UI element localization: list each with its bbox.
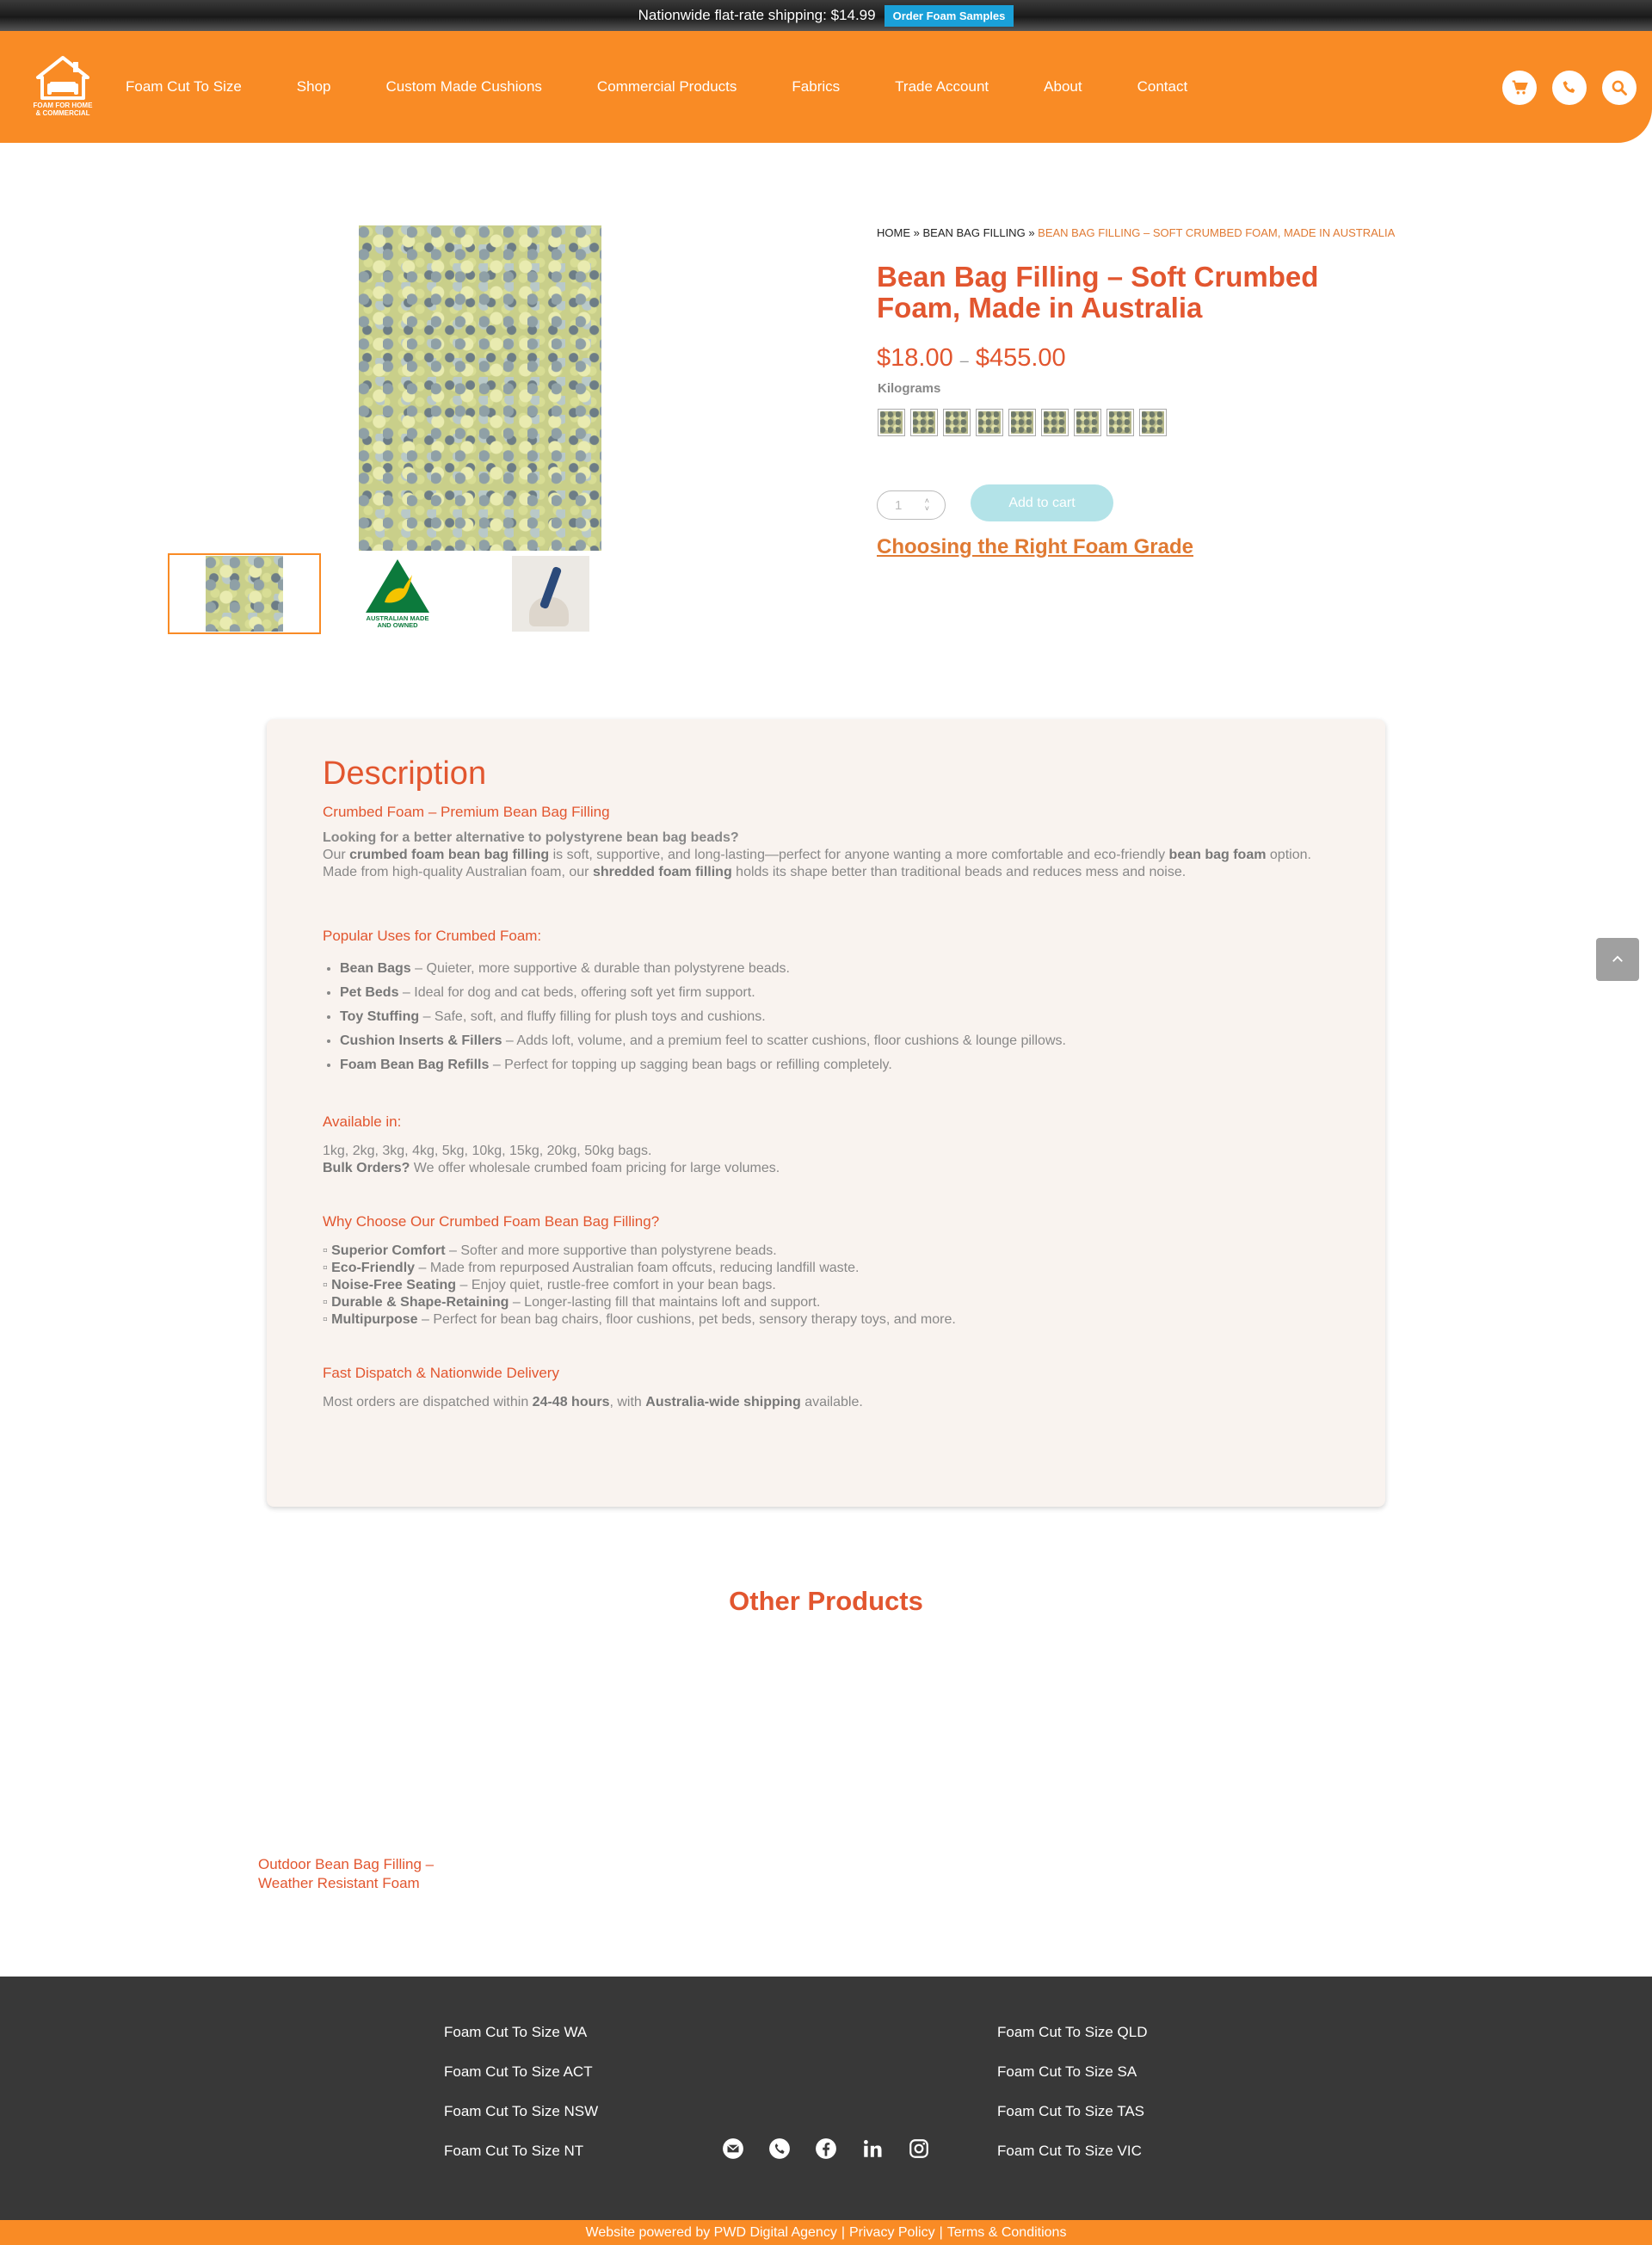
phone-icon[interactable]	[767, 2137, 792, 2161]
breadcrumb-current: BEAN BAG FILLING – SOFT CRUMBED FOAM, MADE IN AUSTRALIA	[1038, 226, 1396, 239]
price-low: $18.00	[877, 344, 953, 372]
nav-about[interactable]: About	[1044, 78, 1082, 95]
weight-swatch[interactable]	[1041, 409, 1069, 436]
weight-swatch[interactable]	[1139, 409, 1167, 436]
promo-bar	[0, 0, 1652, 31]
uses-heading: Popular Uses for Crumbed Foam:	[323, 928, 542, 944]
badge-text-line2: AND OWNED	[377, 621, 418, 629]
agency-credit-link[interactable]: Website powered by PWD Digital Agency	[585, 2224, 837, 2240]
dispatch-text: Most orders are dispatched within 24-48 hours, with Australia-wide shipping available.	[323, 1395, 863, 1409]
footer-link[interactable]: Foam Cut To Size NSW	[444, 2103, 599, 2119]
thumbnail-bean-bag[interactable]	[474, 553, 627, 634]
logo-text: FOAM FOR HOME	[33, 102, 93, 109]
weight-swatch[interactable]	[1106, 409, 1134, 436]
site-logo[interactable]	[26, 55, 100, 120]
header-actions	[1502, 71, 1637, 105]
weight-swatch[interactable]	[1008, 409, 1036, 436]
footer-link[interactable]: Foam Cut To Size ACT	[444, 2063, 593, 2080]
list-item: ▫ Multipurpose – Perfect for bean bag chairs, floor cushions, pet beds, sensory therapy toys, and more.	[323, 1312, 956, 1327]
description-lead: Looking for a better alternative to polystyrene bean bag beads?	[323, 830, 739, 845]
price-range: $18.00 – $455.00	[877, 344, 1066, 372]
list-item: • Bean Bags – Quieter, more supportive & durable than polystyrene beads.	[340, 957, 1328, 981]
breadcrumb-home[interactable]: HOME	[877, 226, 910, 239]
email-icon[interactable]	[721, 2137, 745, 2161]
footer-link[interactable]: Foam Cut To Size VIC	[997, 2143, 1142, 2159]
breadcrumb: HOME » BEAN BAG FILLING » BEAN BAG FILLING – SOFT CRUMBED FOAM, MADE IN AUSTRALIA	[877, 226, 1396, 239]
weight-swatch[interactable]	[910, 409, 938, 436]
nav-shop[interactable]: Shop	[296, 78, 331, 95]
quantity-stepper[interactable]	[877, 490, 946, 520]
badge-text-line1: AUSTRALIAN MADE	[366, 614, 429, 622]
order-samples-button[interactable]: Order Foam Samples	[885, 5, 1014, 27]
breadcrumb-category[interactable]: BEAN BAG FILLING	[922, 226, 1026, 239]
description-subheading: Crumbed Foam – Premium Bean Bag Filling	[323, 804, 610, 820]
list-item: ▫ Superior Comfort – Softer and more supportive than polystyrene beads.	[323, 1243, 777, 1258]
nav-custom-made-cushions[interactable]: Custom Made Cushions	[385, 78, 542, 95]
list-item: ▫ Durable & Shape-Retaining – Longer-lasting fill that maintains loft and support.	[323, 1295, 821, 1310]
site-header	[0, 31, 1652, 143]
footer-link[interactable]: Foam Cut To Size NT	[444, 2143, 584, 2159]
weight-swatches	[878, 409, 1167, 436]
logo-subtext: & COMMERCIAL	[35, 109, 90, 117]
nav-foam-cut-to-size[interactable]: Foam Cut To Size	[126, 78, 242, 95]
back-to-top-button[interactable]	[1596, 938, 1639, 981]
list-item: • Pet Beds – Ideal for dog and cat beds, offering soft yet firm support.	[340, 981, 1328, 1005]
bulk-orders: Bulk Orders? We offer wholesale crumbed foam pricing for large volumes.	[323, 1161, 780, 1175]
related-product-link[interactable]: Outdoor Bean Bag Filling – Weather Resistant Foam	[258, 1856, 435, 1891]
footer-link[interactable]: Foam Cut To Size WA	[444, 2024, 588, 2040]
nav-fabrics[interactable]: Fabrics	[792, 78, 841, 95]
nav-contact[interactable]: Contact	[1137, 78, 1188, 95]
list-item: • Cushion Inserts & Fillers – Adds loft, volume, and a premium feel to scatter cushions, floor cushions & lounge pillows.	[340, 1029, 1328, 1053]
foam-grade-link[interactable]: Choosing the Right Foam Grade	[877, 535, 1194, 558]
available-heading: Available in:	[323, 1113, 402, 1130]
australian-made-logo	[359, 556, 436, 632]
other-products-heading: Other Products	[729, 1586, 923, 1616]
why-list	[323, 1243, 1328, 1329]
list-item: • Foam Bean Bag Refills – Perfect for topping up sagging bean bags or refilling completely.	[340, 1053, 1328, 1077]
available-sizes: 1kg, 2kg, 3kg, 4kg, 5kg, 10kg, 15kg, 20kg, 50kg bags.	[323, 1144, 652, 1158]
stepper-arrows-icon[interactable]: ˄ ˅	[924, 496, 929, 513]
variation-label: Kilograms	[878, 381, 941, 396]
price-high: $455.00	[975, 344, 1066, 372]
list-item: ▫ Noise-Free Seating – Enjoy quiet, rustle-free comfort in your bean bags.	[323, 1278, 776, 1292]
thumbnail-australian-made[interactable]	[321, 553, 474, 634]
add-to-cart-button[interactable]: Add to cart	[971, 484, 1113, 521]
instagram-icon[interactable]	[907, 2137, 931, 2161]
terms-link[interactable]: Terms & Conditions	[946, 2224, 1067, 2240]
why-heading: Why Choose Our Crumbed Foam Bean Bag Filling?	[323, 1213, 660, 1230]
nav-commercial-products[interactable]: Commercial Products	[596, 78, 737, 95]
uses-list	[340, 957, 1328, 1077]
dispatch-heading: Fast Dispatch & Nationwide Delivery	[323, 1365, 559, 1381]
crumbed-foam-photo	[359, 225, 601, 551]
product-thumbnails	[168, 553, 598, 634]
cart-icon[interactable]	[1502, 71, 1537, 105]
search-icon[interactable]	[1602, 71, 1637, 105]
footer-link[interactable]: Foam Cut To Size SA	[997, 2063, 1137, 2080]
weight-swatch[interactable]	[943, 409, 971, 436]
weight-swatch[interactable]	[1074, 409, 1101, 436]
footer-links-right	[997, 2025, 1147, 2159]
product-title: Bean Bag Filling – Soft Crumbed Foam, Made in Australia	[877, 261, 1319, 324]
weight-swatch[interactable]	[976, 409, 1003, 436]
social-links	[721, 2137, 931, 2161]
description-panel	[267, 719, 1385, 1507]
list-item: ▫ Eco-Friendly – Made from repurposed Australian foam offcuts, reducing landfill waste.	[323, 1261, 860, 1275]
privacy-policy-link[interactable]: Privacy Policy	[848, 2224, 935, 2240]
facebook-icon[interactable]	[814, 2137, 838, 2161]
phone-icon[interactable]	[1552, 71, 1587, 105]
weight-swatch[interactable]	[878, 409, 905, 436]
footer-links-left	[444, 2025, 598, 2159]
nav-trade-account[interactable]: Trade Account	[895, 78, 989, 95]
footer-bottom-bar: Website powered by PWD Digital Agency | Privacy Policy | Terms & Conditions	[0, 2220, 1652, 2245]
shipping-notice: Nationwide flat-rate shipping: $14.99	[638, 7, 876, 23]
linkedin-icon[interactable]	[860, 2137, 885, 2161]
main-nav	[126, 31, 1242, 143]
footer-link[interactable]: Foam Cut To Size QLD	[997, 2024, 1148, 2040]
site-footer	[0, 1977, 1652, 2220]
thumbnail-foam[interactable]	[168, 553, 321, 634]
list-item: • Toy Stuffing – Safe, soft, and fluffy filling for plush toys and cushions.	[340, 1005, 1328, 1029]
description-heading: Description	[323, 756, 487, 792]
product-main-image[interactable]	[359, 225, 601, 551]
description-intro: Our crumbed foam bean bag filling is soft, supportive, and long-lasting—perfect for anyone wanting a more comfortable and eco-friendly bean bag foam option. Made from high-quality Australian foam, our shredded foam filling holds its shape better than traditional beads and reduces mess and noise.	[323, 848, 1311, 879]
quantity-value: 1	[895, 497, 903, 513]
footer-link[interactable]: Foam Cut To Size TAS	[997, 2103, 1145, 2119]
house-sofa-icon	[33, 55, 93, 102]
chevron-up-icon	[1610, 952, 1625, 967]
